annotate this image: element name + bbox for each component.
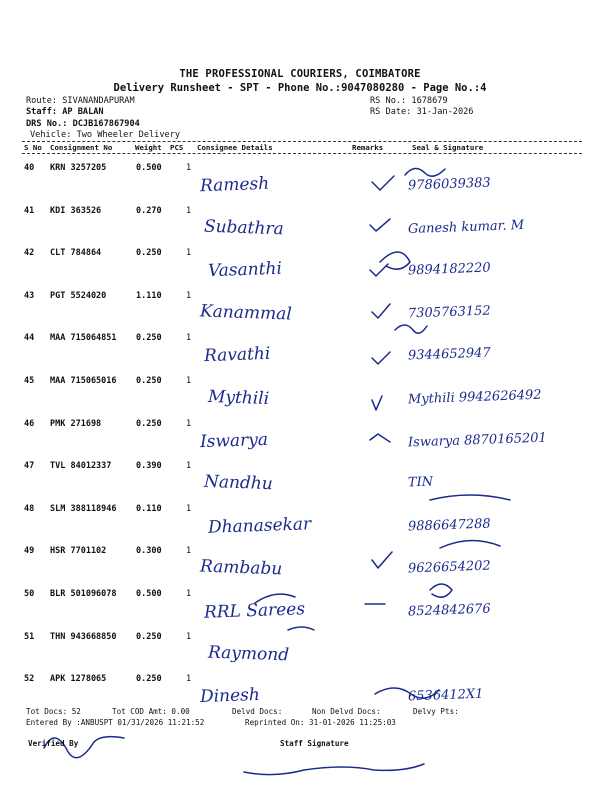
consignee-handwritten-name: Rambabu — [199, 556, 283, 580]
row-consignment-no: MAA 715064851 — [50, 333, 117, 344]
consignee-handwritten-name: Subathra — [203, 216, 284, 239]
row-pcs: 1 — [186, 290, 192, 301]
row-weight: 0.250 — [136, 248, 162, 259]
row-pcs: 1 — [186, 546, 192, 557]
staff-label: Staff: AP BALAN — [26, 107, 104, 117]
tot-docs: Tot Docs: 52 — [26, 707, 81, 716]
col-consignment: Consignment No — [50, 143, 113, 152]
row-pcs: 1 — [186, 674, 192, 685]
consignee-handwritten-name: Vasanthi — [207, 258, 283, 282]
row-weight: 1.110 — [136, 290, 162, 301]
row-consignment-no: THN 943668850 — [50, 631, 117, 642]
reprinted-on: Reprinted On: 31-01-2026 11:25:03 — [245, 718, 396, 727]
rs-no-label: RS No.: 1678679 — [370, 96, 448, 106]
row-consignment-no: KDI 363526 — [50, 205, 102, 216]
runsheet-subtitle: Delivery Runsheet - SPT - Phone No.:9047080280 - Page No.:4 — [113, 82, 487, 94]
row-pcs: 1 — [186, 333, 192, 344]
row-consignment-no: PMK 271698 — [50, 418, 102, 429]
signature-handwritten: 9894182220 — [407, 260, 491, 279]
row-sno: 44 — [24, 333, 35, 344]
row-consignment-no: PGT 5524020 — [50, 290, 107, 301]
row-sno: 47 — [24, 461, 35, 472]
non-delvd-docs: Non Delvd Docs: — [312, 707, 381, 716]
consignee-handwritten-name: Ramesh — [199, 173, 270, 197]
row-consignment-no: SLM 388118946 — [50, 503, 117, 514]
row-weight: 0.250 — [136, 418, 162, 429]
header-top-rule — [22, 141, 582, 142]
signature-handwritten: 9344652947 — [407, 345, 491, 364]
row-sno: 48 — [24, 503, 35, 514]
row-weight: 0.500 — [136, 589, 162, 599]
signature-handwritten: 9626654202 — [407, 558, 491, 577]
remarks-ticks — [365, 176, 394, 604]
row-weight: 0.500 — [136, 163, 162, 173]
col-seal: Seal & Signature — [412, 143, 484, 152]
vehicle-label: Vehicle: Two Wheeler Delivery — [30, 130, 181, 140]
company-title: THE PROFESSIONAL COURIERS, COIMBATORE — [179, 68, 421, 80]
row-weight: 0.300 — [136, 546, 162, 557]
row-consignment-no: KRN 3257205 — [50, 163, 107, 173]
consignee-handwritten-name: Mythili — [207, 386, 270, 410]
consignee-handwritten-name: RRL Sarees — [203, 599, 306, 623]
row-sno: 46 — [24, 418, 35, 429]
signature-handwritten: 9786039383 — [407, 175, 491, 194]
rs-date-label: RS Date: 31-Jan-2026 — [370, 107, 474, 117]
col-remarks: Remarks — [352, 143, 384, 152]
consignee-handwritten-name: Raymond — [207, 642, 290, 666]
row-weight: 0.250 — [136, 333, 162, 344]
header-bottom-rule — [22, 153, 582, 154]
row-sno: 52 — [24, 674, 35, 685]
row-sno: 45 — [24, 376, 35, 386]
row-pcs: 1 — [186, 418, 192, 429]
row-pcs: 1 — [186, 376, 192, 386]
delvy-pts: Delvy Pts: — [413, 707, 459, 716]
row-consignment-no: APK 1278065 — [50, 674, 107, 685]
signature-handwritten: Mythili 9942626492 — [407, 387, 542, 408]
signature-handwritten: 7305763152 — [407, 303, 491, 322]
row-weight: 0.390 — [136, 461, 162, 472]
row-pcs: 1 — [186, 205, 192, 216]
drs-label: DRS No.: DCJB167867904 — [26, 119, 140, 129]
row-weight: 0.110 — [136, 503, 162, 514]
row-consignment-no: TVL 84012337 — [50, 461, 112, 472]
consignee-handwritten-name: Kanammal — [199, 301, 293, 325]
consignee-handwritten-name: Dhanasekar — [207, 514, 312, 538]
consignee-handwritten-name: Iswarya — [199, 429, 269, 452]
row-sno: 41 — [24, 205, 35, 216]
row-consignment-no: CLT 784864 — [50, 248, 102, 259]
verified-by-label: Verified By — [28, 739, 79, 748]
tot-cod: Tot COD Amt: 0.00 — [112, 707, 190, 716]
consignee-handwritten-name: Dinesh — [199, 685, 261, 708]
staff-signature-label: Staff Signature — [280, 739, 349, 748]
row-pcs: 1 — [186, 631, 192, 642]
row-sno: 51 — [24, 631, 35, 642]
row-sno: 40 — [24, 163, 35, 173]
signature-handwritten: 9886647288 — [407, 516, 491, 535]
row-pcs: 1 — [186, 248, 192, 259]
col-pcs: PCS — [170, 143, 184, 152]
row-weight: 0.250 — [136, 674, 162, 685]
row-pcs: 1 — [186, 461, 192, 472]
consignee-handwritten-name: Ravathi — [203, 344, 271, 367]
row-pcs: 1 — [186, 589, 192, 599]
signature-handwritten: 8524842676 — [407, 601, 491, 620]
row-sno: 43 — [24, 290, 35, 301]
signature-handwritten: Ganesh kumar. M — [407, 217, 525, 237]
row-pcs: 1 — [186, 503, 192, 514]
row-weight: 0.250 — [136, 376, 162, 386]
row-consignment-no: MAA 715065016 — [50, 376, 117, 386]
route-label: Route: SIVANANDAPURAM — [26, 96, 135, 106]
row-weight: 0.270 — [136, 205, 162, 216]
row-weight: 0.250 — [136, 631, 162, 642]
row-pcs: 1 — [186, 163, 192, 173]
row-sno: 49 — [24, 546, 35, 557]
col-sno: S No — [24, 143, 42, 152]
signature-handwritten: TIN — [407, 474, 434, 491]
col-consignee: Consignee Details — [197, 143, 273, 152]
row-sno: 42 — [24, 248, 35, 259]
consignee-handwritten-name: Nandhu — [203, 471, 274, 495]
row-consignment-no: HSR 7701102 — [50, 546, 107, 557]
signature-handwritten: Iswarya 8870165201 — [407, 430, 548, 451]
row-consignment-no: BLR 501096078 — [50, 589, 117, 599]
entered-by: Entered By :ANBUSPT 01/31/2026 11:21:52 — [26, 718, 205, 727]
col-weight: Weight — [135, 143, 162, 152]
signature-handwritten: 6536412X1 — [407, 686, 484, 705]
delvd-docs: Delvd Docs: — [232, 707, 283, 716]
row-sno: 50 — [24, 589, 35, 599]
